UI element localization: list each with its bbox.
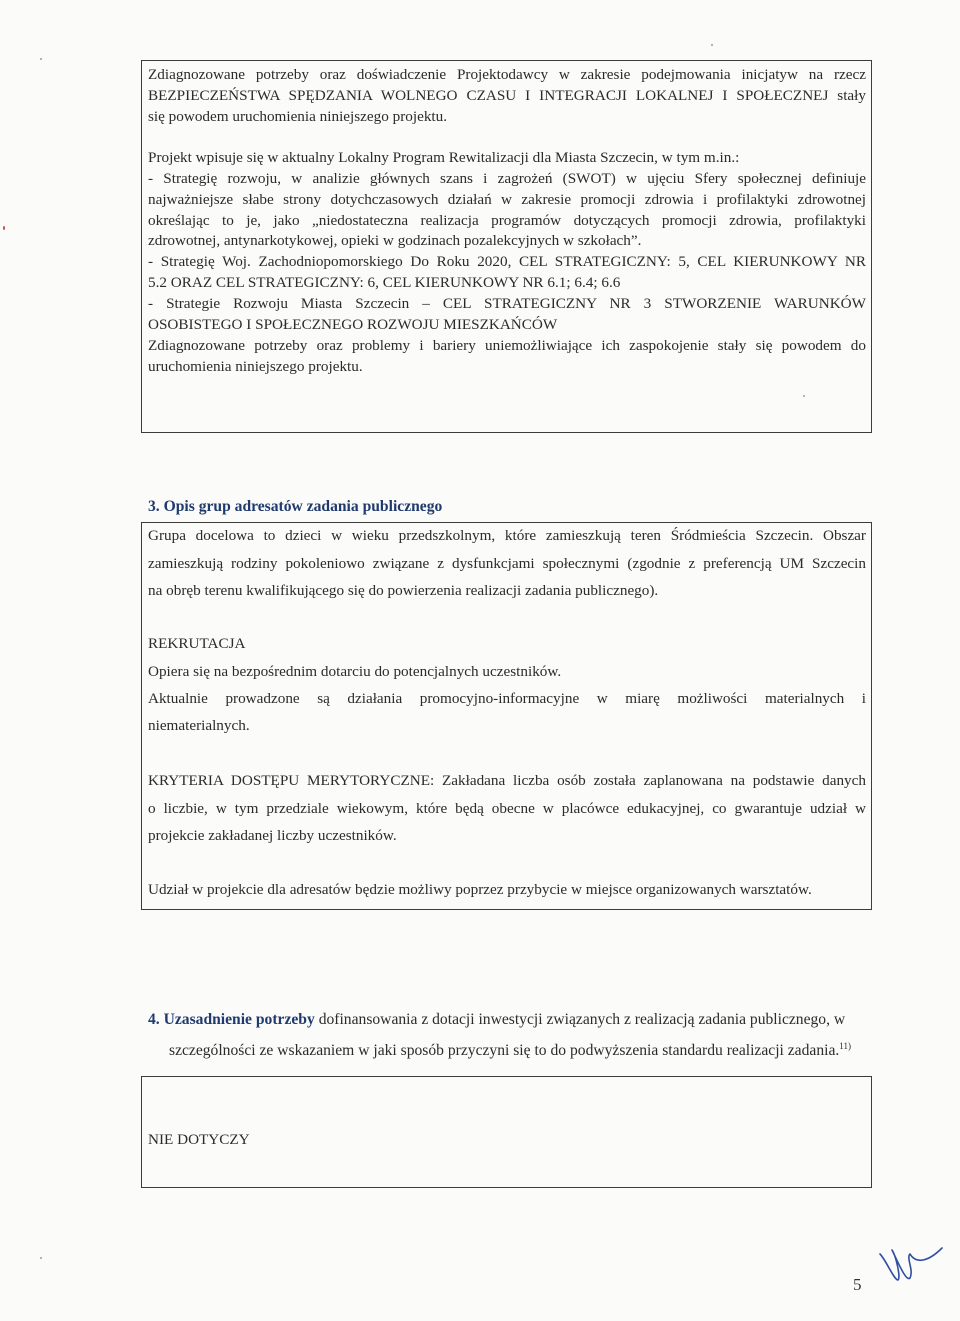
box1-line: - Strategię rozwoju, w analizie głównych szans i zagrożeń (SWOT) w ujęciu Sfery społecznej definiuje xyxy=(148,170,866,187)
section3-line: KRYTERIA DOSTĘPU MERYTORYCZNE: Zakładana liczba osób została zaplanowana na podstawie danych xyxy=(148,772,866,789)
section3-line: Opiera się na bezpośrednim dotarciu do potencjalnych uczestników. xyxy=(148,663,562,680)
scan-speck xyxy=(40,58,42,60)
box1-line: OSOBISTEGO I SPOŁECZNEGO ROZWOJU MIESZKAŃCÓW xyxy=(148,316,558,333)
box1-line: Zdiagnozowane potrzeby oraz doświadczenie Projektodawcy w zakresie podejmowania inicjatyw na rzecz xyxy=(148,66,866,83)
section-4-title-line2: szczególności ze wskazaniem w jaki sposób przyczyni się to do podwyższenia standardu realizacji zadania. xyxy=(169,1042,840,1060)
section3-line: Aktualnie prowadzone są działania promocyjno-informacyjne w miarę możliwości materialnych i xyxy=(148,690,866,707)
box1-line: uruchomienia niniejszego projektu. xyxy=(148,358,363,375)
not-applicable-text: NIE DOTYCZY xyxy=(148,1131,250,1148)
scan-speck xyxy=(711,44,713,46)
scan-speck xyxy=(3,226,5,230)
box1-line: - Strategie Rozwoju Miasta Szczecin – CEL STRATEGICZNY NR 3 STWORZENIE WARUNKÓW xyxy=(148,295,866,312)
scan-speck xyxy=(40,1257,42,1259)
section-4-number: 4. xyxy=(148,1011,160,1028)
box1-line: 5.2 ORAZ CEL STRATEGICZNY: 6, CEL KIERUNKOWY NR 6.1; 6.4; 6.6 xyxy=(148,274,621,291)
box1-line: określając to je, jako „niedostateczna realizacja programów dotyczących promocji zdrowia, profilaktyki xyxy=(148,212,866,229)
section3-line: zamieszkują rodziny pokoleniowo związane z dysfunkcjami społecznymi (zgodnie z preferencją UM Szczecin xyxy=(148,555,866,572)
recruitment-title: REKRUTACJA xyxy=(148,635,246,652)
page-number: 5 xyxy=(853,1275,862,1294)
section3-line: na obręb terenu kwalifikującego się do powierzenia realizacji zadania publicznego). xyxy=(148,582,659,599)
box1-line: się powodem uruchomienia niniejszego projektu. xyxy=(148,108,448,125)
box1-line: Zdiagnozowane potrzeby oraz problemy i bariery uniemożliwiające ich zaspokojenie stały się powodem do xyxy=(148,337,866,354)
section-4-title-rest: dofinansowania z dotacji inwestycji związanych z realizacją zadania publicznego, w xyxy=(318,1011,846,1028)
initials-signature xyxy=(876,1240,948,1290)
section3-line: Grupa docelowa to dzieci w wieku przedszkolnym, które zamieszkują teren Śródmieścia Szczecin. Obszar xyxy=(148,527,866,544)
section-3-heading: 3. Opis grup adresatów zadania publicznego xyxy=(148,498,443,515)
section3-line: niematerialnych. xyxy=(148,717,250,734)
box1-line: najważniejsze słabe strony dotychczasowych działań w zakresie promocji zdrowia i profilaktyki zdrowotnej xyxy=(148,191,866,208)
box1-line: Projekt wpisuje się w aktualny Lokalny Program Rewitalizacji dla Miasta Szczecin, w tym m.in.: xyxy=(148,149,740,166)
funding-justification-box xyxy=(141,1076,872,1188)
section3-line: o liczbie, w tym przedziale wiekowym, które będą obecne w placówce edukacyjnej, co gwarantuje udział w xyxy=(148,800,866,817)
footnote-marker: 11) xyxy=(839,1041,851,1051)
box1-line: BEZPIECZEŃSTWA SPĘDZANIA WOLNEGO CZASU I INTEGRACJI LOKALNEJ I SPOŁECZNEJ stały xyxy=(148,87,866,104)
box1-line: zdrowotnej, antynarkotykowej, opieki w godzinach pozalekcyjnych w szkołach”. xyxy=(148,232,642,249)
section-4-heading xyxy=(148,1006,872,1064)
section3-line: projekcie zakładanej liczby uczestników. xyxy=(148,827,397,844)
scan-speck xyxy=(803,395,805,397)
box1-line: - Strategię Woj. Zachodniopomorskiego Do Roku 2020, CEL STRATEGICZNY: 5, CEL KIERUNKOWY NR xyxy=(148,253,866,270)
section-4-bold-title: Uzasadnienie potrzeby xyxy=(163,1011,315,1028)
section3-line: Udział w projekcie dla adresatów będzie możliwy poprzez przybycie w miejsce organizowanych warsztatów. xyxy=(148,881,812,898)
